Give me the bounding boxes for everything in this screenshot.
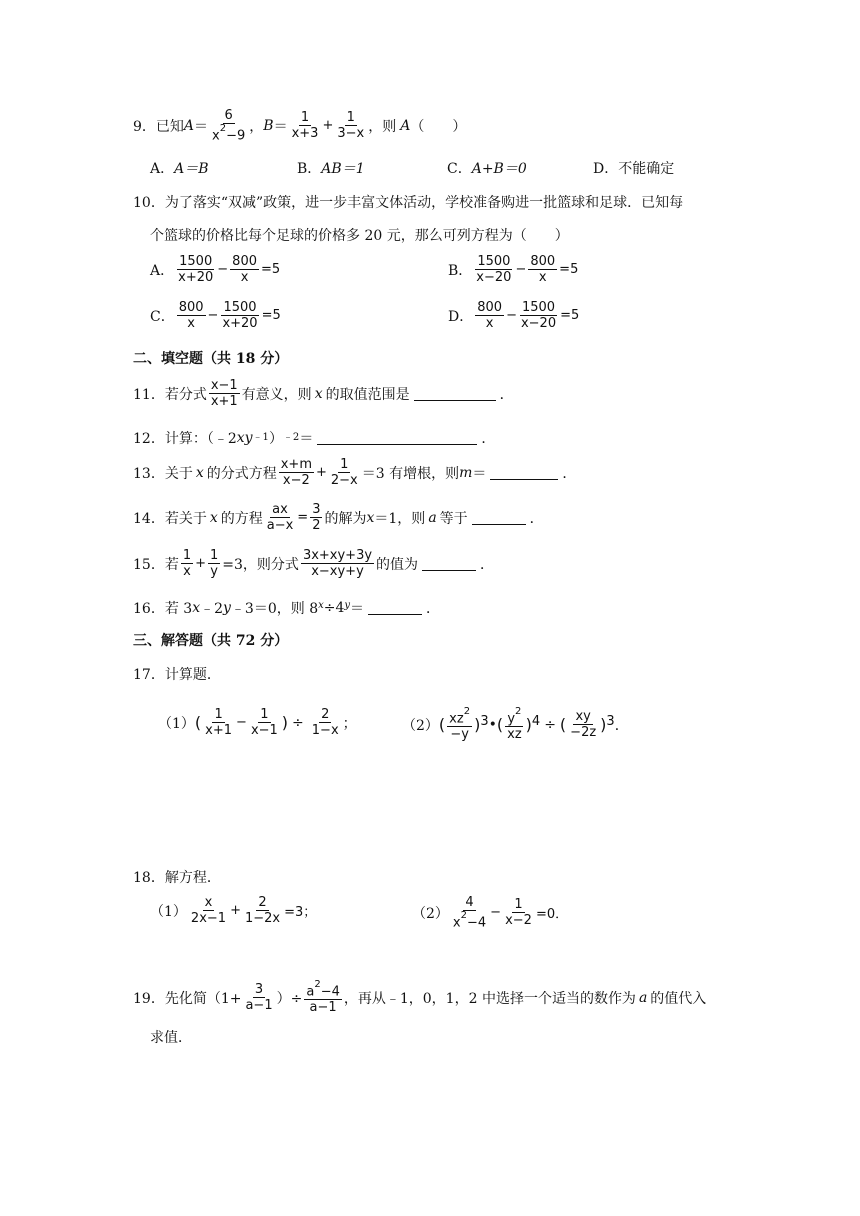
numerator: 4 [465, 895, 474, 910]
question-number: 11． [133, 386, 165, 403]
denominator: x−2 [505, 913, 532, 929]
question-text: ﹣3＝0，则 8 [230, 601, 319, 617]
option-label: C． [447, 161, 472, 177]
answer-blank[interactable] [490, 478, 558, 480]
denominator: x [538, 270, 547, 285]
period: ． [426, 601, 441, 617]
fraction-2 [243, 895, 282, 926]
fraction-a [210, 108, 247, 143]
denominator [210, 124, 247, 143]
part-label: （2） [412, 905, 449, 922]
numerator: 1 [210, 548, 219, 563]
question-text: 的取值范围是 [325, 386, 410, 403]
fraction-1 [243, 982, 274, 1013]
exponent: 2 [515, 706, 522, 717]
question-number: 19． [133, 990, 165, 1007]
answer-blank[interactable] [472, 523, 526, 525]
rhs: =5 [261, 262, 281, 277]
question-17-part-1 [158, 707, 357, 738]
denominator: xz [507, 727, 522, 743]
question-text: ）÷ [276, 990, 303, 1007]
option-text: A＝B [174, 161, 209, 177]
numerator: 800 [477, 300, 503, 315]
answer-blank[interactable] [368, 613, 422, 615]
question-15 [133, 548, 494, 579]
numerator: 3 [312, 502, 321, 517]
q9-option-c[interactable] [447, 158, 527, 178]
denominator: x+1 [210, 394, 238, 409]
denominator: 2−x [330, 473, 358, 488]
fraction-1 [451, 895, 488, 930]
numerator [505, 707, 523, 727]
period: ． [614, 717, 629, 734]
numerator: xy [575, 709, 591, 725]
q9-option-b[interactable] [297, 158, 365, 178]
question-text: ＝3 有增根，则 [361, 465, 460, 482]
fraction-2 [310, 502, 322, 533]
numerator: x [204, 895, 213, 910]
question-number: 9． [133, 118, 156, 135]
denominator: x−1 [250, 723, 278, 738]
answer-blank[interactable] [317, 443, 477, 445]
fraction-2 [249, 707, 280, 738]
numerator: 1 [514, 897, 523, 913]
equals: ＝ [194, 118, 209, 135]
var-b: B [263, 117, 274, 134]
part-label: （1） [150, 903, 187, 920]
question-text: 等于 [439, 510, 468, 527]
denominator: y [210, 564, 218, 579]
numerator: 1500 [179, 254, 213, 269]
option-text: AB＝1 [321, 161, 365, 177]
fraction-2 [208, 548, 220, 579]
question-text: 为了落实“双减”政策，进一步丰富文体活动，学校准备购进一批篮球和足球．已知每 [164, 195, 684, 211]
fraction-1 [177, 300, 206, 331]
question-text: 有意义，则 [241, 386, 312, 403]
paren: ( [496, 715, 504, 735]
rhs: =5 [559, 262, 579, 277]
exponent: 2 [460, 910, 467, 921]
question-text: 的方程 [220, 510, 263, 527]
exponent: x [318, 599, 324, 611]
fraction [209, 378, 240, 409]
question-text: 若分式 [164, 386, 207, 403]
paren: ( [194, 713, 202, 732]
denominator: −y [450, 727, 469, 743]
equals: ＝ [299, 431, 314, 447]
numerator: 1500 [521, 300, 556, 315]
fraction-2 [528, 254, 557, 285]
option-label: B． [448, 262, 473, 279]
plus: + [195, 556, 207, 571]
denominator: x [187, 316, 195, 331]
var-x: x [314, 385, 323, 402]
fraction-1 [474, 254, 513, 285]
q9-option-a[interactable] [150, 158, 209, 178]
denominator: x+20 [178, 270, 214, 285]
minus: − [515, 262, 527, 277]
numerator: 800 [232, 254, 257, 269]
denominator: 1−x [311, 723, 339, 738]
minus: − [236, 715, 247, 730]
numerator: 2 [258, 895, 267, 910]
denominator: x−2 [282, 473, 310, 488]
question-18-part-1 [150, 895, 316, 926]
minus: − [207, 308, 219, 323]
question-9 [133, 108, 466, 143]
den-base: x [212, 128, 220, 144]
var-a: a [638, 989, 648, 1006]
exponent: 3 [606, 714, 615, 730]
part-label: （1） [158, 715, 195, 732]
fraction-2 [503, 897, 534, 928]
denominator: x−20 [476, 270, 512, 285]
question-text: 求值． [150, 1030, 192, 1046]
period: ． [480, 556, 495, 573]
period: ． [562, 465, 577, 482]
equals: ＝ [273, 118, 288, 135]
question-text: 的值代入 [650, 990, 707, 1007]
question-text: 的分式方程 [206, 465, 277, 482]
question-10 [133, 192, 683, 212]
question-number: 16． [133, 601, 165, 617]
minus: − [490, 905, 502, 921]
paren: ( [559, 715, 567, 735]
numerator: 6 [224, 108, 233, 123]
exponent: 2 [219, 123, 227, 134]
plus: + [315, 465, 327, 480]
denominator: x−20 [520, 316, 557, 331]
question-text: 已知 [155, 118, 184, 135]
fraction-1 [475, 300, 504, 331]
den-tail: −4 [467, 915, 487, 931]
rhs: =3； [284, 905, 317, 920]
fraction-2 [304, 980, 342, 1015]
numerator: 1500 [477, 254, 511, 269]
question-12 [133, 428, 495, 448]
numerator: ax [272, 502, 288, 517]
question-text: 若关于 [164, 510, 207, 527]
option-label: A． [150, 161, 175, 177]
period: ． [499, 386, 514, 403]
var-a: A [400, 117, 411, 134]
denominator: x [183, 564, 191, 579]
var-m: m [459, 464, 473, 481]
q10-option-a[interactable] [150, 254, 280, 285]
denominator: x [485, 316, 494, 331]
var-x: x [192, 600, 201, 616]
question-text: 解方程． [164, 870, 221, 886]
question-text: 若 [164, 556, 179, 573]
den-base: x [452, 915, 461, 931]
question-11 [133, 378, 514, 409]
minus: − [217, 262, 229, 277]
fraction-3 [568, 709, 598, 740]
paren: ) [474, 715, 481, 735]
exponent: 3 [480, 714, 489, 730]
exponent: 2 [314, 979, 321, 990]
numerator: 1500 [223, 300, 257, 315]
fraction-1 [279, 457, 314, 488]
den-tail: −9 [226, 128, 246, 144]
var-y: y [223, 600, 231, 616]
var-a: a [428, 509, 437, 526]
denominator: −2z [570, 725, 597, 741]
question-text: ÷4 [323, 600, 345, 616]
numerator: 1 [346, 110, 355, 126]
denominator [451, 911, 488, 930]
q10-option-d[interactable] [448, 300, 579, 331]
answer-paren: （ ） [410, 118, 467, 135]
answer-blank[interactable] [422, 569, 476, 571]
question-17-part-2 [402, 707, 629, 742]
question-14 [133, 502, 544, 533]
question-number: 10． [133, 195, 165, 211]
question-text: ，则 [368, 118, 397, 135]
question-text: =3，则分式 [222, 556, 299, 573]
question-text: 若 3 [164, 601, 193, 617]
var-a: A [183, 117, 195, 134]
question-number: 14． [133, 510, 165, 527]
option-label: B． [297, 161, 322, 177]
numerator: 1 [260, 707, 269, 722]
num-base: xz [449, 711, 464, 727]
denominator: x+3 [291, 126, 319, 142]
numerator: 1 [182, 548, 192, 563]
var-x: x [366, 509, 375, 526]
section-title-solve: 三、解答题（共 72 分） [133, 633, 289, 649]
q9-option-d[interactable] [593, 158, 674, 178]
fraction-1 [176, 254, 215, 285]
numerator: 800 [530, 254, 556, 269]
paren: ) [525, 715, 532, 735]
section-title-fill-blank: 二、填空题（共 18 分） [133, 351, 289, 367]
minus: − [506, 308, 517, 323]
paren: ) [281, 713, 289, 732]
denominator: x−xy+y [311, 564, 364, 579]
numerator: 3 [254, 982, 264, 998]
answer-blank[interactable] [414, 399, 496, 401]
var-x: x [209, 509, 218, 526]
question-number: 17． [133, 667, 165, 683]
option-text: 不能确定 [618, 161, 675, 177]
multiply-dot: • [488, 716, 497, 733]
rhs: =0． [535, 907, 569, 923]
equals: ＝ [472, 465, 487, 482]
question-text: ﹣2 [200, 601, 224, 617]
equals: ＝ [350, 601, 365, 617]
option-label: A． [150, 262, 175, 279]
fraction-1 [203, 707, 234, 738]
numerator: x−1 [210, 378, 238, 393]
rhs: =5 [261, 308, 281, 323]
denominator: a−1 [245, 998, 273, 1014]
option-label: D． [593, 161, 619, 177]
divide: ÷ [544, 716, 556, 733]
numerator: 1 [300, 110, 310, 126]
var-x: x [195, 464, 204, 481]
paren: ） [268, 431, 283, 447]
comma: ， [249, 118, 264, 135]
question-19 [133, 980, 706, 1015]
question-number: 15． [133, 556, 165, 573]
exponent: ﹣1 [252, 431, 269, 443]
numerator: 1 [340, 457, 349, 472]
fraction-1 [447, 707, 472, 742]
question-text: ，再从﹣1，0，1，2 中选择一个适当的数作为 [343, 990, 636, 1007]
question-16 [133, 598, 440, 618]
equals: = [297, 510, 309, 525]
num-base: a [306, 984, 315, 1000]
question-number: 12． [133, 431, 165, 447]
numerator: 3x+xy+3y [302, 548, 373, 563]
numerator [447, 707, 472, 727]
numerator: 2 [321, 707, 330, 722]
denominator: x+20 [222, 316, 258, 331]
question-text: 个篮球的价格比每个足球的价格多 20 元，那么可列方程为（ ） [150, 228, 569, 244]
denominator: 2x−1 [190, 911, 227, 926]
option-text: A+B＝0 [471, 161, 527, 177]
question-number: 13． [133, 465, 165, 482]
numerator: 1 [214, 707, 223, 722]
denominator: 1−2x [244, 911, 281, 926]
fraction-1 [265, 502, 296, 533]
exponent: ﹣2 [282, 431, 300, 443]
fraction-2 [519, 300, 558, 331]
fraction-3 [301, 548, 374, 579]
question-13 [133, 457, 576, 488]
numerator: x+m [280, 457, 312, 472]
part-label: （2） [402, 717, 439, 734]
question-text: 计算题． [164, 667, 221, 683]
question-text: 先化简（1+ [164, 990, 242, 1007]
denominator: a−1 [309, 1000, 337, 1016]
fraction-1 [181, 548, 193, 579]
fraction-2 [329, 457, 360, 488]
question-text: ＝1，则 [374, 510, 426, 527]
question-text: 计算：（﹣2 [164, 431, 237, 447]
var-xy: xy [236, 430, 253, 446]
num-base: y [507, 711, 516, 727]
exponent: 4 [531, 714, 541, 730]
question-text: 的解为 [324, 510, 367, 527]
denominator: x [240, 270, 249, 285]
denominator: x+1 [205, 723, 233, 738]
fraction-1 [189, 895, 228, 926]
question-18-part-2 [412, 895, 568, 930]
period: ． [529, 510, 544, 527]
fraction-2 [220, 300, 259, 331]
num-tail: −4 [320, 984, 340, 1000]
option-label: D． [448, 308, 474, 325]
question-18 [133, 867, 221, 887]
question-number: 18． [133, 870, 165, 886]
question-text: 关于 [164, 465, 193, 482]
numerator: 800 [178, 300, 204, 315]
fraction-b1 [290, 110, 321, 141]
fraction-2 [505, 707, 524, 742]
period: ． [481, 431, 496, 447]
fraction-2 [230, 254, 259, 285]
question-text: 的值为 [376, 556, 419, 573]
denominator: 3−x [337, 126, 365, 142]
option-label: C． [150, 308, 175, 325]
exponent: y [344, 599, 351, 611]
question-19-line2 [150, 1027, 192, 1047]
paren: ( [438, 715, 446, 735]
plus: + [230, 903, 241, 918]
q10-option-b[interactable] [448, 254, 578, 285]
denominator: a−x [266, 518, 294, 533]
question-10-line2 [150, 225, 569, 245]
fraction-b2 [335, 110, 366, 141]
divide: ÷ [292, 714, 304, 731]
exponent: 2 [463, 706, 471, 717]
semicolon: ； [342, 715, 357, 732]
denominator: 2 [312, 518, 321, 533]
question-17 [133, 664, 221, 684]
q10-option-c[interactable] [150, 300, 281, 331]
plus: + [322, 118, 334, 134]
numerator [304, 980, 342, 1000]
rhs: =5 [560, 308, 580, 323]
paren: ) [600, 715, 607, 735]
fraction-3 [310, 707, 341, 738]
